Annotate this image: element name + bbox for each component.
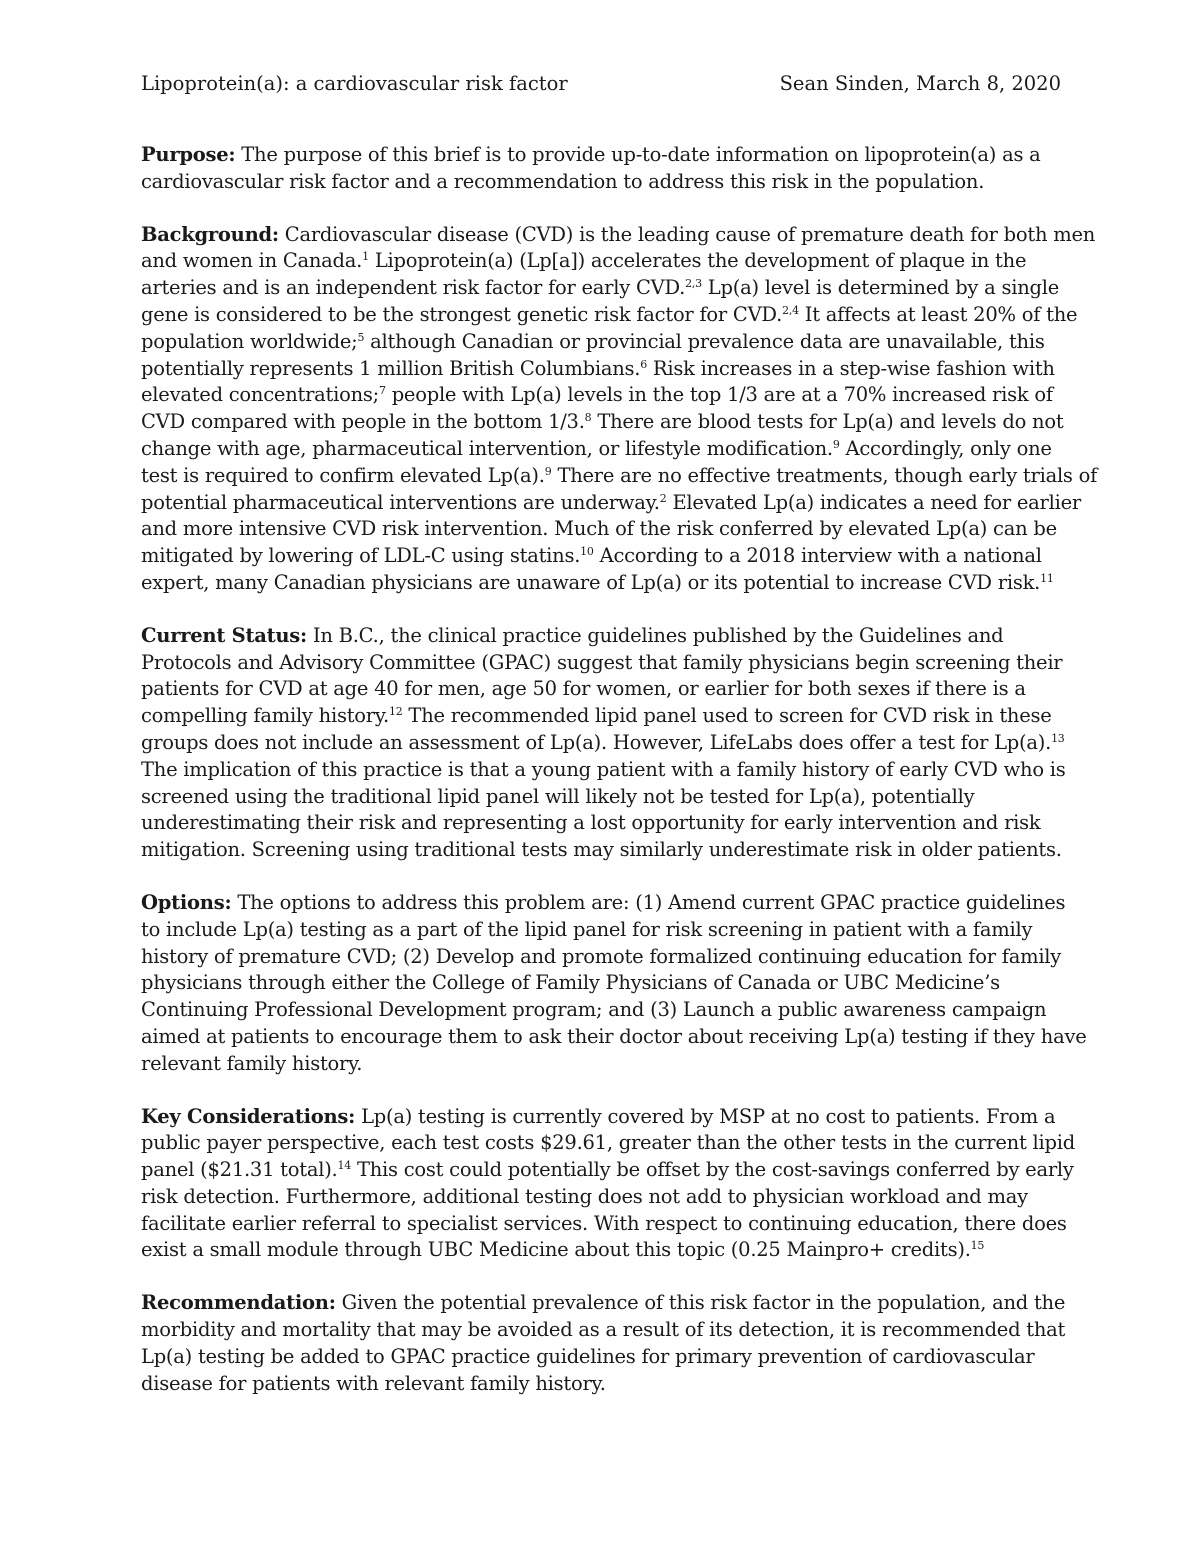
text-line: Current Status: In B.C., the clinical practice guidelines published by the Guidelines and: [141, 623, 1004, 647]
footnote-reference: 9: [832, 437, 840, 451]
section-label: Options:: [141, 890, 232, 914]
text-line: Lp(a) testing be added to GPAC practice guidelines for primary prevention of cardiovascular: [141, 1344, 1035, 1368]
section-label: Current Status:: [141, 623, 307, 647]
document-title: Lipoprotein(a): a cardiovascular risk factor: [141, 72, 568, 95]
footnote-reference: 12: [388, 705, 403, 719]
text-line: cardiovascular risk factor and a recommendation to address this risk in the population.: [141, 169, 985, 193]
footnote-reference: 5: [357, 330, 365, 344]
text-line: history of premature CVD; (2) Develop and promote formalized continuing education for family: [141, 944, 1062, 968]
text-line: mitigated by lowering of LDL-C using statins.$^{10}$ According to a 2018 interview with a national: [141, 544, 1042, 568]
text-line: mitigation. Screening using traditional tests may similarly underestimate risk in older patients.: [141, 838, 1062, 862]
text-line: to include Lp(a) testing as a part of the lipid panel for risk screening in patient with a family: [141, 917, 1033, 941]
text-line: Options: The options to address this problem are: (1) Amend current GPAC practice guidelines: [141, 890, 1066, 914]
current-status-section: [141, 623, 1066, 864]
text-line: CVD compared with people in the bottom 1/3.$^8$ There are blood tests for Lp(a) and levels do not: [141, 410, 1064, 434]
text-line: and women in Canada.$^1$ Lipoprotein(a) (Lp[a]) accelerates the development of plaque in the: [141, 249, 1027, 273]
recommendation-section: [141, 1290, 1066, 1397]
section-label: Recommendation:: [141, 1291, 336, 1315]
text-line: Key Considerations: Lp(a) testing is currently covered by MSP at no cost to patients. From a: [141, 1104, 1056, 1128]
text-line: Purpose: The purpose of this brief is to provide up-to-date information on lipoprotein(a) as a: [141, 143, 1041, 166]
text-line: screened using the traditional lipid panel will likely not be tested for Lp(a), potentially: [141, 784, 975, 808]
footnote-reference: 2,4: [782, 303, 799, 317]
footnote-reference: 8: [584, 411, 592, 425]
text-line: Continuing Professional Development program; and (3) Launch a public awareness campaign: [141, 998, 1047, 1022]
text-line: exist a small module through UBC Medicine about this topic (0.25 Mainpro+ credits).$^{15}$: [141, 1238, 985, 1262]
text-line: The implication of this practice is that a young patient with a family history of early CVD who is: [141, 757, 1066, 781]
footnote-reference: 9: [544, 464, 552, 478]
footnote-reference: 1: [362, 250, 369, 264]
text-line: public payer perspective, each test costs $29.61, greater than the other tests in the current lipid: [141, 1131, 1075, 1155]
text-line: expert, many Canadian physicians are unaware of Lp(a) or its potential to increase CVD risk.$^{11}$: [141, 570, 1054, 594]
footnote-reference: 7: [379, 384, 386, 398]
footnote-reference: 6: [640, 357, 647, 371]
text-line: arteries and is an independent risk factor for early CVD.$^{2,3}$ Lp(a) level is determined by a single: [141, 276, 1060, 300]
options-section: [141, 890, 1087, 1078]
footnote-reference: 10: [580, 545, 594, 559]
text-line: Protocols and Advisory Committee (GPAC) suggest that family physicians begin screening their: [141, 650, 1063, 674]
text-line: physicians through either the College of Family Physicians of Canada or UBC Medicine’s: [141, 971, 1000, 995]
section-label: Purpose:: [141, 143, 236, 166]
text-line: relevant family history.: [141, 1051, 363, 1075]
text-line: change with age, pharmaceutical intervention, or lifestyle modification.$^9$ Accordingly, only one: [141, 436, 1052, 460]
purpose-section: [141, 142, 1061, 196]
document-page: [141, 70, 1098, 1423]
document-body: [141, 142, 1098, 1397]
text-line: groups does not include an assessment of Lp(a). However, LifeLabs does offer a test for Lp(a).$^{13}$: [141, 730, 1065, 754]
text-line: and more intensive CVD risk intervention. Much of the risk conferred by elevated Lp(a) can be: [141, 517, 1057, 541]
text-line: risk detection. Furthermore, additional testing does not add to physician workload and may: [141, 1184, 1028, 1208]
text-line: aimed at patients to encourage them to ask their doctor about receiving Lp(a) testing if they have: [141, 1024, 1087, 1048]
footnote-reference: 13: [1051, 731, 1065, 745]
footnote-reference: 2,3: [685, 277, 702, 291]
text-line: potentially represents 1 million British Columbians.$^6$ Risk increases in a step-wise fashion with: [141, 356, 1055, 380]
footnote-reference: 14: [337, 1159, 352, 1173]
text-line: compelling family history.$^{12}$ The recommended lipid panel used to screen for CVD risk in these: [141, 704, 1052, 728]
text-line: disease for patients with relevant family history.: [141, 1371, 606, 1395]
footnote-reference: 11: [1040, 571, 1054, 585]
text-line: panel ($21.31 total).$^{14}$ This cost could potentially be offset by the cost-savings conferred by early: [141, 1158, 1074, 1182]
text-line: patients for CVD at age 40 for men, age 50 for women, or earlier for both sexes if there is a: [141, 677, 1026, 701]
text-line: gene is considered to be the strongest genetic risk factor for CVD.$^{2,4}$ It affects at least 20% of the: [141, 302, 1078, 326]
text-line: population worldwide;$^5$ although Canadian or provincial prevalence data are unavailable, this: [141, 329, 1045, 353]
text-line: underestimating their risk and representing a lost opportunity for early intervention and risk: [141, 811, 1041, 835]
footnote-reference: 2: [659, 491, 667, 505]
text-line: morbidity and mortality that may be avoided as a result of its detection, it is recommended that: [141, 1318, 1066, 1342]
key-considerations-section: [141, 1104, 1075, 1265]
section-label: Key Considerations:: [141, 1104, 356, 1128]
background-section: [141, 222, 1098, 597]
section-label: Background:: [141, 222, 279, 246]
text-line: elevated concentrations;$^7$ people with Lp(a) levels in the top 1/3 are at a 70% increased risk of: [141, 383, 1053, 407]
text-line: test is required to confirm elevated Lp(a).$^9$ There are no effective treatments, though early trials of: [141, 463, 1098, 487]
author-date: Sean Sinden, March 8, 2020: [779, 72, 1061, 95]
text-line: Recommendation: Given the potential prevalence of this risk factor in the population, and the: [141, 1291, 1066, 1315]
page-header: [141, 70, 1061, 98]
footnote-reference: 15: [970, 1239, 985, 1253]
text-line: potential pharmaceutical interventions are underway.$^2$ Elevated Lp(a) indicates a need for earlier: [141, 490, 1081, 514]
text-line: facilitate earlier referral to specialist services. With respect to continuing education, there does: [141, 1211, 1067, 1235]
text-line: Background: Cardiovascular disease (CVD) is the leading cause of premature death for both men: [141, 222, 1096, 246]
